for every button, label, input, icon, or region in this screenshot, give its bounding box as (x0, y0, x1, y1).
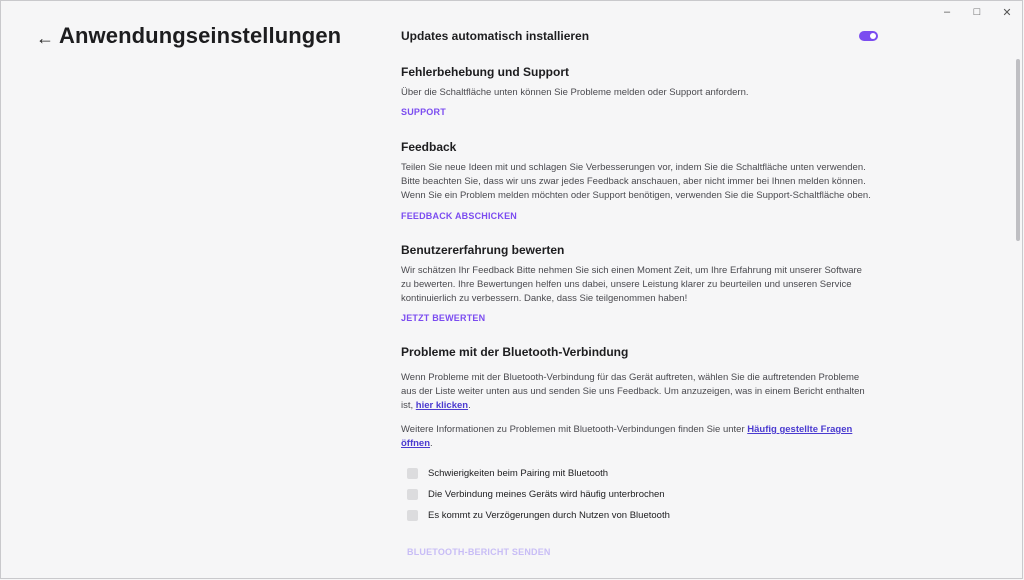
close-button[interactable]: ✕ (1002, 6, 1012, 19)
minimize-button[interactable]: – (943, 6, 951, 18)
option-label: Schwierigkeiten beim Pairing mit Bluetooth (428, 468, 609, 479)
option-row[interactable] (401, 463, 871, 484)
bluetooth-text (401, 371, 871, 413)
bluetooth-heading: Probleme mit der Bluetooth-Verbindung (401, 345, 629, 359)
support-text: Über die Schaltfläche unten können Sie Probleme melden oder Support anfordern. (401, 87, 749, 98)
faq-text-part: Weitere Informationen zu Problemen mit Bluetooth-Verbindungen finden Sie unter (401, 424, 748, 435)
support-link[interactable]: SUPPORT (401, 107, 446, 117)
settings-content (401, 29, 871, 560)
option-label: Die Verbindung meines Geräts wird häufig unterbrochen (428, 489, 665, 500)
rating-section (401, 243, 871, 326)
latency-checkbox[interactable] (407, 510, 418, 521)
option-row[interactable] (401, 505, 871, 526)
bluetooth-options (401, 463, 871, 526)
faq-link[interactable]: Häufig gestellte Fragen öffnen (401, 424, 853, 449)
option-label: Es kommt zu Verzögerungen durch Nutzen von Bluetooth (428, 510, 670, 521)
bluetooth-section (401, 345, 871, 560)
send-bluetooth-report-link[interactable]: BLUETOOTH-BERICHT SENDEN (407, 547, 551, 557)
pairing-checkbox[interactable] (407, 468, 418, 479)
report-details-link[interactable]: hier klicken (415, 400, 469, 411)
feedback-link[interactable]: FEEDBACK ABSCHICKEN (401, 211, 517, 221)
feedback-section (401, 140, 871, 224)
rating-heading: Benutzererfahrung bewerten (401, 243, 565, 257)
scrollbar-thumb[interactable] (1016, 59, 1020, 241)
bluetooth-faq-text (401, 423, 871, 451)
auto-update-label: Updates automatisch installieren (401, 29, 590, 43)
window-controls (932, 1, 1022, 23)
toggle-knob (870, 33, 876, 39)
maximize-button[interactable]: □ (973, 6, 981, 18)
page-title: Anwendungseinstellungen (59, 23, 342, 48)
disconnect-checkbox[interactable] (407, 489, 418, 500)
bluetooth-text-part: Wenn Probleme mit der Bluetooth-Verbindung für das Gerät auftreten, wählen Sie die auftretenden Probleme aus der Liste weiter unten aus und senden Sie uns Feedback. Um anzuzeigen, was in einem Bericht enthalten ist, (401, 372, 865, 411)
support-section (401, 65, 871, 120)
bluetooth-text-end: . (468, 400, 471, 411)
rating-text: Wir schätzen Ihr Feedback Bitte nehmen Sie sich einen Moment Zeit, um Ihre Erfahrung mit unserer Software zu bewerten. Ihre Bewertungen helfen uns dabei, unsere Leistung klarer zu beurteilen und unseren Service kontinuierlich zu verbessern. Danke, dass Sie teilgenommen haben! (401, 265, 862, 304)
faq-text-end: . (430, 438, 433, 449)
auto-update-row (401, 29, 878, 43)
support-heading: Fehlerbehebung und Support (401, 65, 569, 79)
feedback-text: Teilen Sie neue Ideen mit und schlagen Sie Verbesserungen vor, indem Sie die Schaltfläche unten verwenden. Bitte beachten Sie, dass wir uns zwar jedes Feedback anschauen, aber nicht immer bei Ihnen melden können. Wenn Sie ein Problem melden möchten oder Support benötigen, verwenden Sie die Support-Schaltfläche oben. (401, 162, 871, 201)
option-row[interactable] (401, 484, 871, 505)
auto-update-toggle[interactable] (859, 31, 878, 41)
back-arrow-icon[interactable]: ← (36, 28, 54, 48)
rating-link[interactable]: JETZT BEWERTEN (401, 313, 486, 323)
send-report-row (401, 542, 871, 560)
feedback-heading: Feedback (401, 140, 457, 154)
